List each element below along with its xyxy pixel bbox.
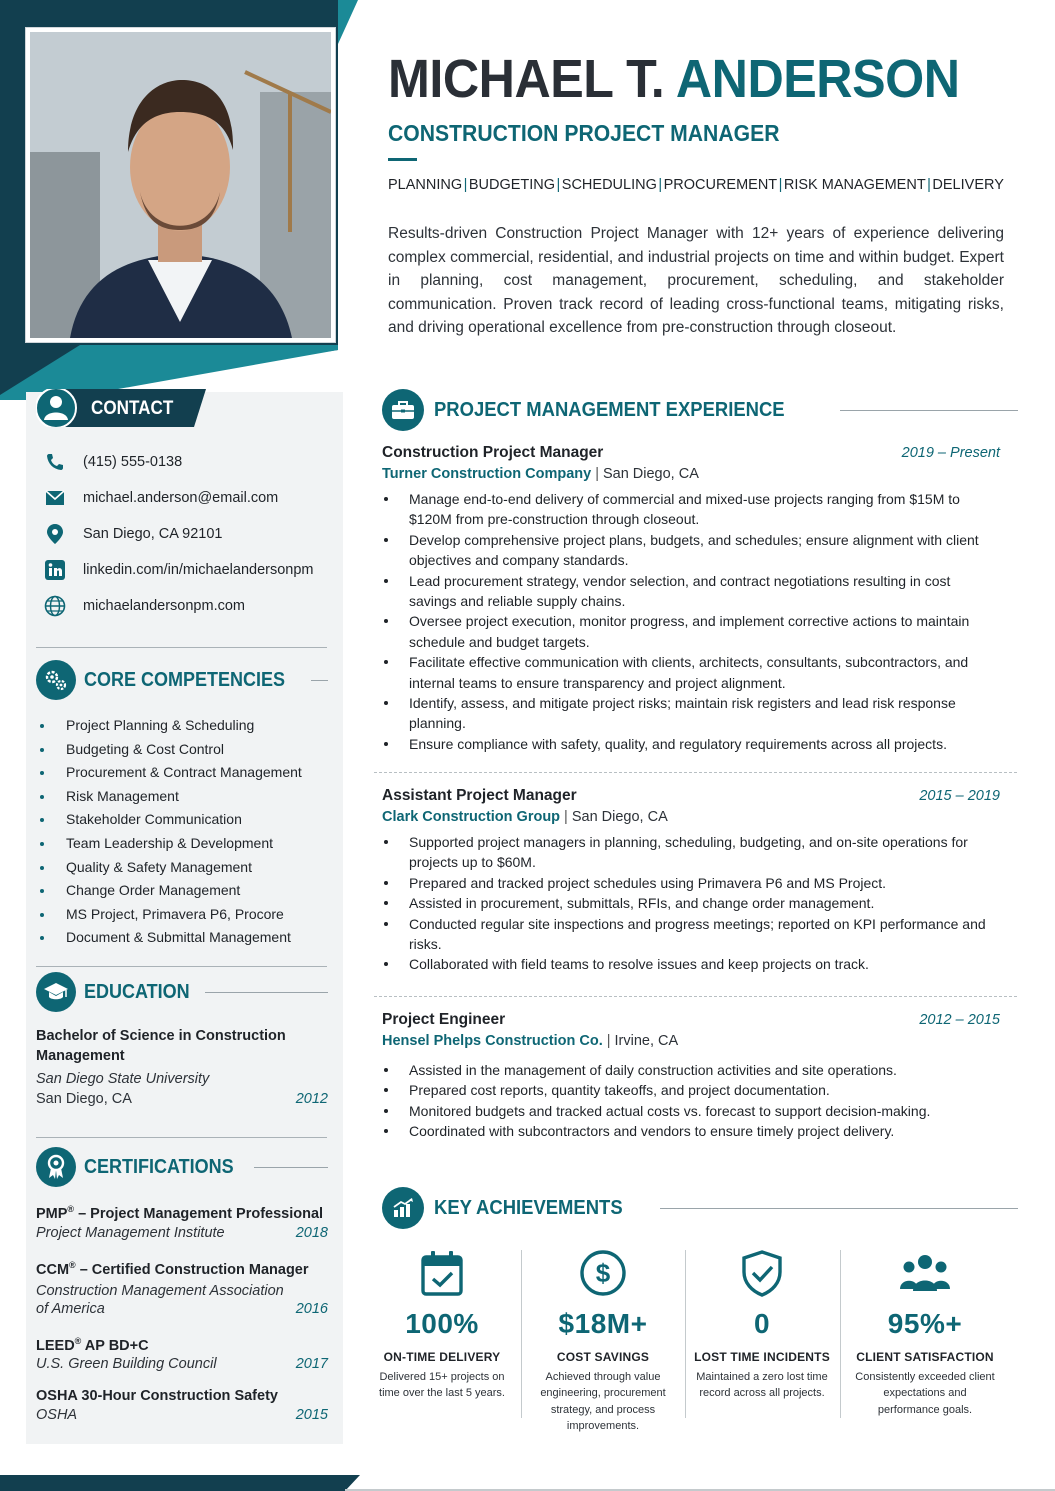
company-name: Clark Construction Group — [382, 809, 561, 825]
certification-item — [36, 1199, 328, 1241]
list-item: Prepared cost reports, quantity takeoffs, and project documentation. — [382, 1080, 1000, 1100]
certification-title: OSHA 30-Hour Construction Safety — [36, 1388, 278, 1405]
list-item: Team Leadership & Development — [36, 832, 328, 856]
cert-name: AP BD+C — [81, 1337, 149, 1354]
job-role-title: CONSTRUCTION PROJECT MANAGER — [388, 120, 780, 146]
phone-icon — [44, 451, 66, 473]
list-item: Conducted regular site inspections and progress meetings; reported on KPI performance and risks. — [382, 914, 1000, 955]
achievement-value: $18M+ — [558, 1308, 648, 1339]
achievement-label: COST SAVINGS — [556, 1350, 650, 1364]
cert-issuer-continued: of America — [36, 1300, 105, 1317]
company-location: San Diego, CA — [602, 466, 699, 482]
certification-title — [36, 1199, 328, 1225]
cert-issuer: U.S. Green Building Council — [36, 1356, 217, 1373]
certification-meta-row — [36, 1225, 328, 1241]
company-location: Irvine, CA — [614, 1033, 679, 1049]
certification-title — [36, 1255, 328, 1281]
location-pin-icon — [44, 523, 66, 545]
section-rule — [840, 410, 1018, 411]
education-section — [36, 972, 328, 1107]
achievement-card — [367, 1248, 517, 1402]
achievement-description: Consistently exceeded client expectations and performance goals. — [855, 1371, 995, 1416]
section-rule — [254, 1167, 328, 1168]
job-dates: 2019 – Present — [901, 445, 1000, 461]
company-name: Hensel Phelps Construction Co. — [382, 1033, 603, 1049]
list-item: Prepared and tracked project schedules using Primavera P6 and MS Project. — [382, 873, 1000, 893]
list-item: Manage end-to-end delivery of commercial and mixed-use projects ranging from $15M to $120M from pre-construction through closeout. — [382, 489, 1000, 530]
linkedin-icon — [44, 559, 66, 581]
skills-strip — [388, 177, 1004, 193]
people-group-icon — [850, 1248, 1000, 1298]
achievement-label: CLIENT SATISFACTION — [856, 1350, 994, 1364]
degree-name: Bachelor of Science in Construction Management — [36, 1028, 286, 1064]
skill-tag: PLANNING — [388, 177, 463, 193]
contact-title: CONTACT — [91, 398, 174, 419]
cert-name: – Project Management Professional — [74, 1205, 324, 1222]
list-item: Quality & Safety Management — [36, 856, 328, 880]
achievement-separator — [840, 1250, 841, 1418]
separator: | — [595, 466, 599, 482]
contact-phone[interactable]: (415) 555-0138 — [83, 454, 183, 470]
section-header — [36, 972, 328, 1012]
svg-text:$: $ — [595, 1258, 611, 1288]
globe-icon — [44, 595, 66, 617]
contact-email-row — [44, 487, 278, 509]
competencies-section — [36, 660, 328, 950]
contact-location: San Diego, CA 92101 — [83, 526, 223, 542]
registered-mark: ® — [69, 1259, 76, 1270]
list-item: Document & Submittal Management — [36, 926, 328, 950]
list-item: Develop comprehensive project plans, budgets, and schedules; ensure alignment with client objectives and company standards. — [382, 530, 1000, 571]
job-header-row — [382, 444, 1000, 462]
certifications-title: CERTIFICATIONS — [84, 1155, 234, 1178]
cert-year: 2015 — [295, 1407, 328, 1424]
name-first: MICHAEL T. — [388, 49, 665, 109]
list-item: Procurement & Contract Management — [36, 761, 328, 785]
cert-name: – Certified Construction Manager — [75, 1261, 309, 1278]
competencies-title: CORE COMPETENCIES — [84, 668, 286, 691]
cert-abbr: PMP — [36, 1205, 68, 1222]
certification-item — [36, 1331, 328, 1373]
cert-issuer: Project Management Institute — [36, 1224, 225, 1241]
skill-separator: | — [463, 177, 468, 193]
job-entry — [382, 1011, 1000, 1142]
name-last: ANDERSON — [675, 49, 960, 109]
cert-abbr: CCM — [36, 1261, 70, 1278]
job-bullets — [382, 1060, 1000, 1142]
list-item: Oversee project execution, monitor progress, and implement corrective actions to maintain schedule and budget targets. — [382, 611, 1000, 652]
section-rule — [205, 992, 328, 993]
separator: | — [564, 809, 568, 825]
job-title: Construction Project Manager — [382, 444, 604, 461]
contact-phone-row — [44, 451, 182, 473]
job-header-row — [382, 787, 1000, 805]
skill-separator: | — [778, 177, 783, 193]
achievement-value: 100% — [405, 1308, 479, 1339]
achievement-separator — [521, 1250, 522, 1418]
job-title: Project Engineer — [382, 1011, 506, 1028]
award-ribbon-icon — [36, 1147, 76, 1187]
job-bullets — [382, 489, 1000, 754]
skill-separator: | — [927, 177, 931, 193]
shield-check-icon — [687, 1248, 837, 1298]
job-bullets — [382, 832, 1000, 975]
certification-meta-row — [36, 1407, 328, 1423]
job-dates: 2012 – 2015 — [919, 1012, 1000, 1028]
section-header — [36, 1147, 328, 1187]
calendar-check-icon — [367, 1248, 517, 1298]
job-divider — [374, 772, 1017, 773]
job-divider — [374, 996, 1017, 997]
skill-tag: PROCUREMENT — [663, 177, 778, 193]
graduation-year: 2012 — [295, 1091, 328, 1107]
list-item: Budgeting & Cost Control — [36, 738, 328, 762]
contact-website[interactable]: michaelandersonpm.com — [83, 598, 245, 614]
list-item: Lead procurement strategy, vendor selection, and contract negotiations resulting in cost savings and reliable supply chains. — [382, 571, 1000, 612]
bar-chart-icon — [382, 1187, 424, 1229]
candidate-name — [388, 49, 960, 109]
achievement-card — [850, 1248, 1000, 1418]
achievement-separator — [685, 1250, 686, 1418]
section-rule — [660, 1208, 1018, 1209]
role-underline — [388, 158, 417, 161]
registered-mark: ® — [74, 1335, 82, 1346]
achievement-label: LOST TIME INCIDENTS — [694, 1350, 830, 1364]
list-item: MS Project, Primavera P6, Procore — [36, 903, 328, 927]
job-entry — [382, 787, 1000, 975]
cert-issuer: Construction Management Association — [36, 1282, 284, 1299]
list-item: Monitored budgets and tracked actual costs vs. forecast to support decision-making. — [382, 1101, 1000, 1121]
cert-year: 2018 — [295, 1224, 328, 1241]
list-item: Facilitate effective communication with clients, architects, consultants, subcontractors, and internal teams to ensure transparency and project alignment. — [382, 652, 1000, 693]
certification-title — [36, 1331, 328, 1357]
skill-separator: | — [658, 177, 663, 193]
certification-meta-row — [36, 1356, 328, 1372]
dollar-circle-icon — [528, 1248, 678, 1298]
list-item: Coordinated with subcontractors and vendors to ensure timely project delivery. — [382, 1121, 1000, 1141]
certifications-section — [36, 1147, 328, 1423]
contact-website-row — [44, 595, 245, 617]
cert-year: 2016 — [295, 1300, 328, 1317]
job-title: Assistant Project Manager — [382, 787, 577, 804]
company-location: San Diego, CA — [571, 809, 668, 825]
list-item: Assisted in procurement, submittals, RFIs, and change order management. — [382, 893, 1000, 913]
section-header — [36, 660, 328, 700]
list-item: Stakeholder Communication — [36, 808, 328, 832]
job-company-row — [382, 1033, 1000, 1049]
skill-tag: BUDGETING — [468, 177, 556, 193]
sidebar-divider — [36, 966, 327, 967]
list-item: Assisted in the management of daily construction activities and site operations. — [382, 1060, 1000, 1080]
education-meta-row — [36, 1091, 328, 1107]
skill-tag: RISK MANAGEMENT — [783, 177, 926, 193]
sidebar-divider — [36, 1137, 327, 1138]
list-item: Risk Management — [36, 785, 328, 809]
gears-icon — [36, 660, 76, 700]
experience-header — [382, 388, 1018, 432]
school-name: San Diego State University — [36, 1071, 210, 1087]
professional-summary: Results-driven Construction Project Manager with 12+ years of experience delivering complex commercial, residential, and industrial projects on time and within budget. Expert in planning, cost management, procurement, scheduling, and stakeholder communication. Proven track record of leading cross-functional teams, mitigating risks, and driving operational excellence from pre-construction through closeout. — [388, 225, 1004, 336]
profile-photo — [26, 28, 335, 342]
list-item: Identify, assess, and mitigate project risks; maintain risk registers and lead risk response planning. — [382, 693, 1000, 734]
contact-email[interactable]: michael.anderson@email.com — [83, 490, 279, 506]
list-item: Collaborated with field teams to resolve issues and keep projects on track. — [382, 954, 1000, 974]
job-entry — [382, 444, 1000, 754]
list-item: Project Planning & Scheduling — [36, 714, 328, 738]
achievements-header — [382, 1186, 1018, 1230]
list-item: Change Order Management — [36, 879, 328, 903]
contact-linkedin[interactable]: linkedin.com/in/michaelandersonpm — [83, 562, 314, 578]
certification-item — [36, 1386, 328, 1423]
list-item: Ensure compliance with safety, quality, and regulatory requirements across all projects. — [382, 734, 1000, 754]
cert-year: 2017 — [295, 1356, 328, 1373]
sidebar-divider — [36, 647, 327, 648]
job-header-row — [382, 1011, 1000, 1029]
cert-abbr: LEED — [36, 1337, 75, 1354]
certification-item — [36, 1255, 328, 1317]
contact-location-row — [44, 523, 222, 545]
job-company-row — [382, 466, 1000, 482]
achievement-card — [528, 1248, 678, 1434]
skill-separator: | — [556, 177, 561, 193]
education-title: EDUCATION — [84, 980, 190, 1003]
company-name: Turner Construction Company — [382, 466, 592, 482]
separator: | — [606, 1033, 611, 1049]
contact-linkedin-row — [44, 559, 314, 581]
section-rule — [311, 680, 328, 681]
registered-mark: ® — [67, 1204, 75, 1214]
achievements-title: KEY ACHIEVEMENTS — [434, 1196, 623, 1219]
achievement-label: ON-TIME DELIVERY — [383, 1350, 501, 1364]
skill-tag: SCHEDULING — [561, 177, 657, 193]
graduation-cap-icon — [36, 972, 76, 1012]
email-icon — [44, 487, 66, 509]
experience-title: PROJECT MANAGEMENT EXPERIENCE — [434, 398, 785, 421]
achievement-description: Maintained a zero lost time record across all projects. — [696, 1371, 828, 1400]
achievement-value: 95%+ — [887, 1308, 963, 1339]
skill-tag: DELIVERY — [932, 177, 1004, 193]
school-location: San Diego, CA — [36, 1091, 132, 1107]
job-dates: 2015 – 2019 — [919, 788, 1000, 804]
briefcase-icon — [382, 389, 424, 431]
achievement-value: 0 — [753, 1308, 771, 1339]
achievement-card — [687, 1248, 837, 1402]
competencies-list — [36, 714, 328, 950]
job-company-row — [382, 809, 1000, 825]
footer-bar — [0, 1475, 1055, 1491]
achievement-description: Delivered 15+ projects on time over the last 5 years. — [379, 1371, 505, 1400]
achievement-description: Achieved through value engineering, procurement strategy, and process improvements. — [540, 1371, 666, 1432]
list-item: Supported project managers in planning, scheduling, budgeting, and on-site operations for projects up to $60M. — [382, 832, 1000, 873]
cert-issuer: OSHA — [36, 1407, 78, 1424]
certification-meta-row — [36, 1301, 328, 1317]
